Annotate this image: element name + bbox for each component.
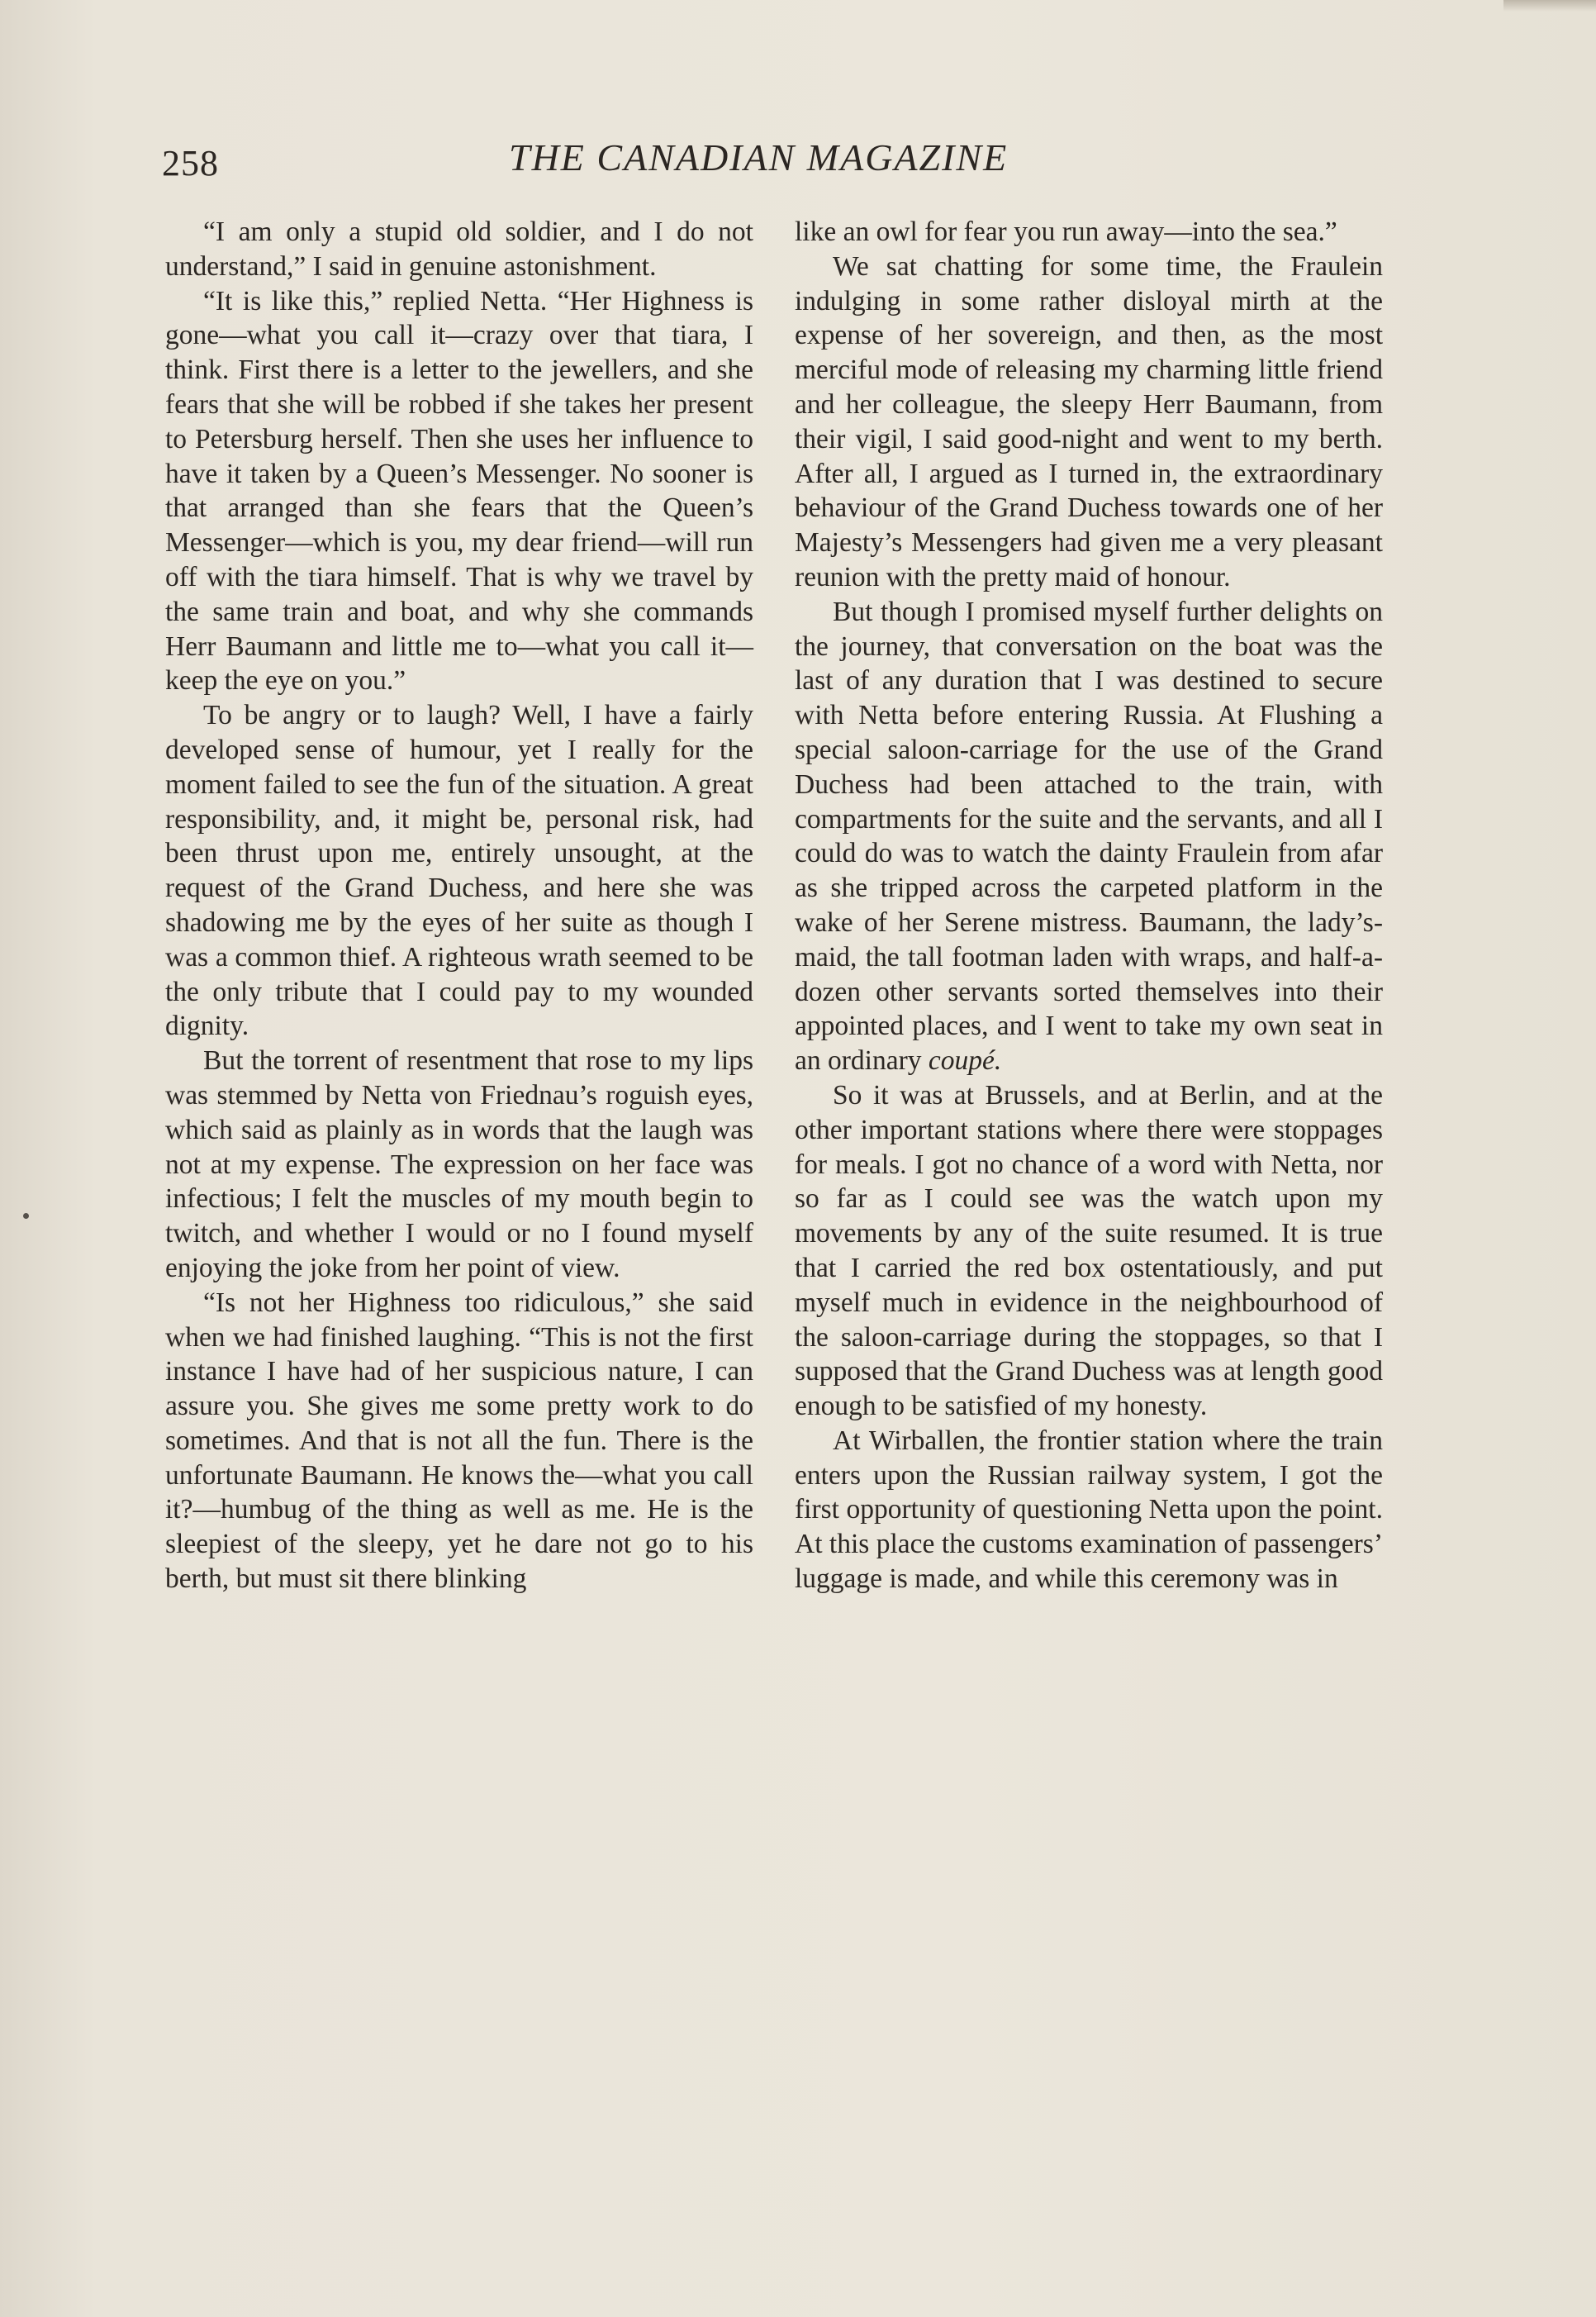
paragraph: “Is not her Highness too ridiculous,” she said when we had finished laughing. “This is not the first instance I have had of her suspicious nature, I can assure you. She gives me some pretty work to do sometimes. And that is not all the fun. There is the unfortunate Baumann. He knows the—what you call it?—humbug of the thing as well as me. He is the sleepiest of the sleepy, yet he dare not go to his berth, but must sit there blinking — [165, 1287, 753, 1595]
page-header — [162, 136, 1401, 185]
paragraph: We sat chatting for some time, the Fraulein indulging in some rather disloyal mirth at the expense of her sovereign, and then, as the most merciful mode of releasing my charming little friend and her colleague, the sleepy Herr Baumann, from their vigil, I said good-night and went to my berth. After all, I argued as I turned in, the extraordinary behaviour of the Grand Duchess towards one of her Majesty’s Messengers had given me a very pleasant reunion with the pretty maid of honour. — [795, 250, 1383, 592]
paragraph-text: But though I promised myself further delights on the journey, that conversation on the boat was the last of any duration that I was destined to secure with Netta before entering Russia. At Flushing a special saloon-carriage for the use of the Grand Duchess had been attached to the train, with compartments for the suite and the servants, and all I could do was to watch the dainty Fraulein from afar as she tripped across the carpeted platform in the wake of her Serene mistress. Baumann, the lady’s-maid, the tall footman laden with wraps, and half-a-dozen other servants sorted themselves into their appointed places, and I went to take my own seat in an ordinary — [795, 596, 1383, 1077]
print-speck — [23, 1213, 29, 1219]
italic-word: coupé. — [928, 1045, 1002, 1077]
running-title: THE CANADIAN MAGAZINE — [509, 136, 1009, 178]
paragraph: “I am only a stupid old soldier, and I do not understand,” I said in genuine astonishment. — [165, 216, 753, 282]
page-edge-shadow — [1503, 0, 1596, 12]
right-column — [795, 215, 1383, 1596]
paragraph: So it was at Brussels, and at Berlin, and at the other important stations where there were stoppages for meals. I got no chance of a word with Netta, nor so far as I could see was the watch upon my movements by any of the suite resumed. It is true that I carried the red box ostentatiously, and put myself much in evidence in the neighbourhood of the saloon-carriage during the stoppages, so that I supposed that the Grand Duchess was at length good enough to be satisfied of my honesty. — [795, 1079, 1383, 1422]
paragraph: “It is like this,” replied Netta. “Her Highness is gone—what you call it—crazy over that tiara, I think. First there is a letter to the jewellers, and she fears that she will be robbed if she takes her present to Petersburg herself. Then she uses her influence to have it taken by a Queen’s Messenger. No sooner is that arranged than she fears that the Queen’s Messenger—which is you, my dear friend—will run off with the tiara himself. That is why we travel by the same train and boat, and why she commands Herr Baumann and little me to—what you call it—keep the eye on you.” — [165, 285, 753, 697]
paragraph: But the torrent of resentment that rose to my lips was stemmed by Netta von Friednau’s roguish eyes, which said as plainly as in words that the laugh was not at my expense. The expression on her face was infectious; I felt the muscles of my mouth begin to twitch, and whether I would or no I found myself enjoying the joke from her point of view. — [165, 1045, 753, 1283]
paragraph: To be angry or to laugh? Well, I have a fairly developed sense of humour, yet I really for the moment failed to see the fun of the situation. A great responsibility, and, it might be, personal risk, had been thrust upon me, entirely unsought, at the request of the Grand Duchess, and here she was shadowing me by the eyes of her suite as though I was a common thief. A righteous wrath seemed to be the only tribute that I could pay to my wounded dignity. — [165, 700, 753, 1042]
left-column — [165, 215, 753, 1596]
page-number: 258 — [162, 143, 219, 183]
paragraph: At Wirballen, the frontier station where the train enters upon the Russian railway system, I got the first opportunity of questioning Netta upon the point. At this place the customs examination of passengers’ luggage is made, and while this ceremony was in — [795, 1425, 1383, 1595]
paragraph-continued: like an owl for fear you run away—into the sea.” — [795, 216, 1337, 247]
paragraph — [795, 595, 1383, 1078]
